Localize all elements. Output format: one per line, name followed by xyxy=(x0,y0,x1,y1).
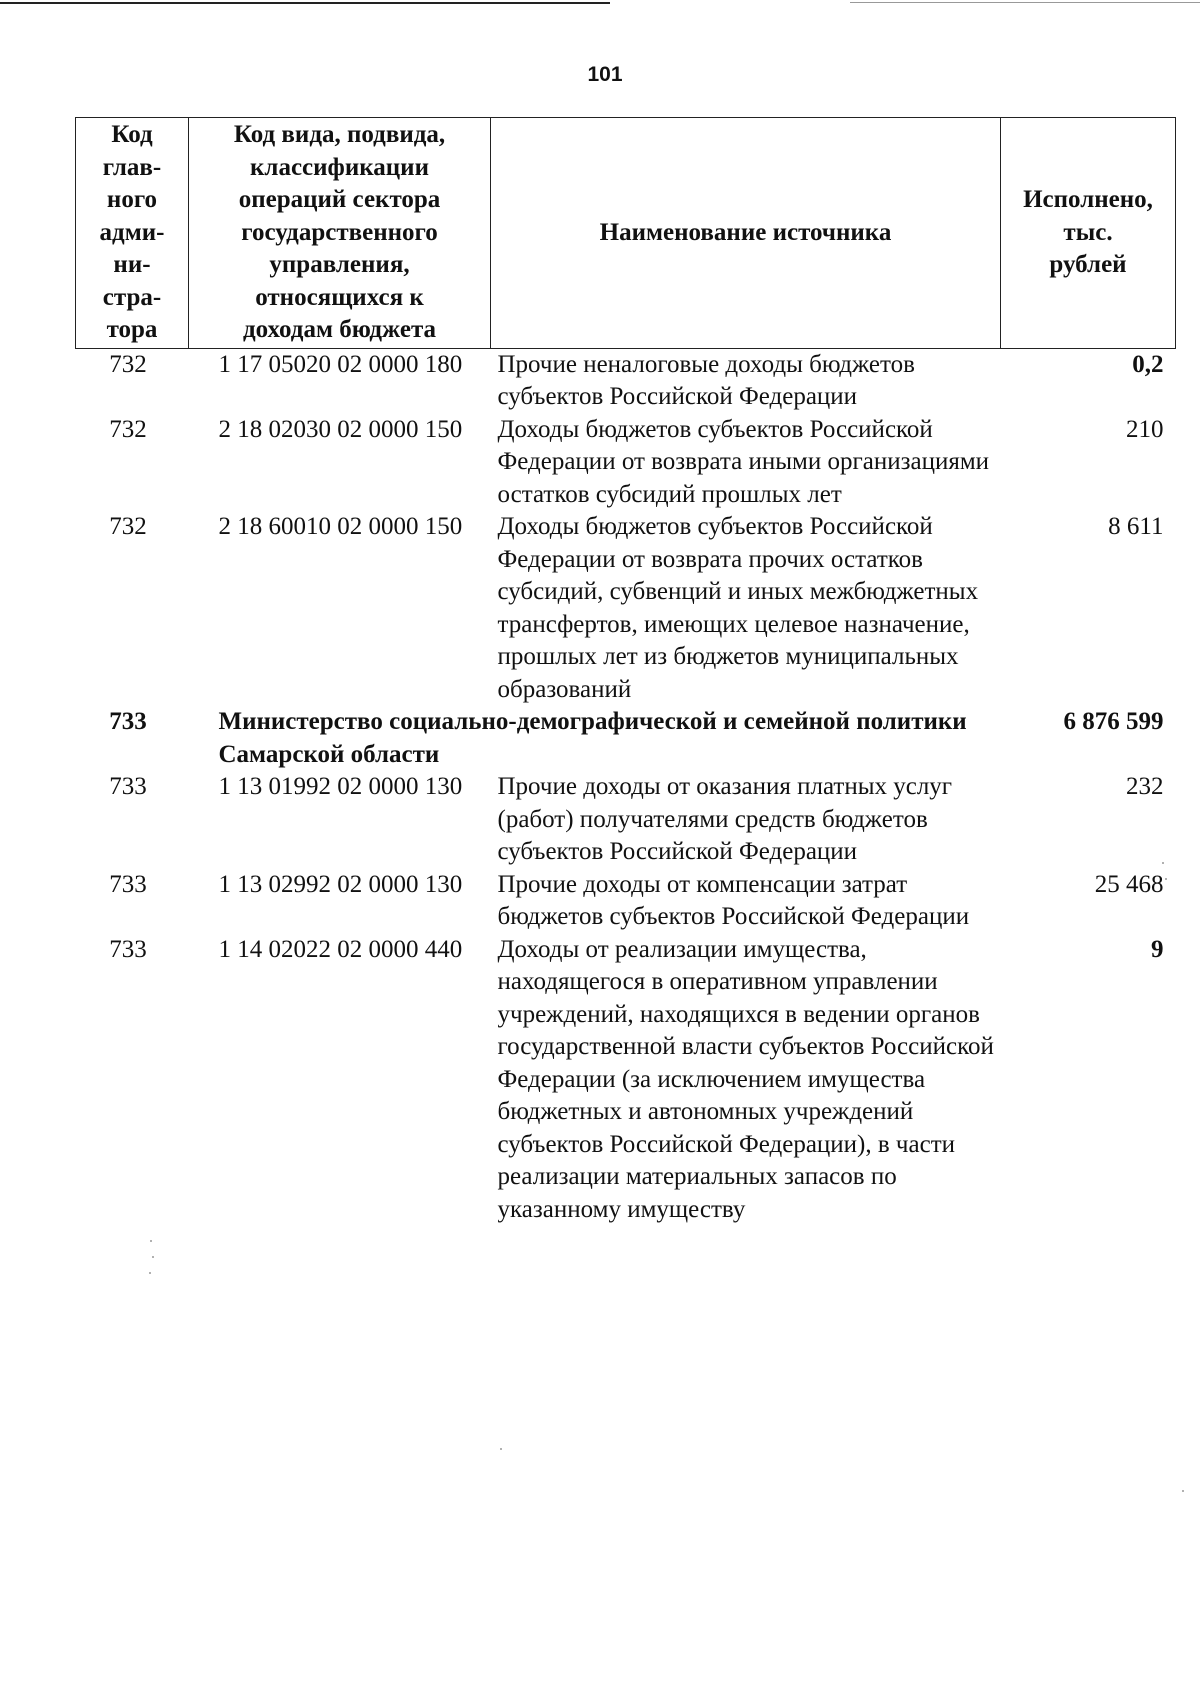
scan-speck xyxy=(1162,862,1164,864)
source-name-cell: Прочие неналоговые доходы бюджетов субъектов Российской Федерации xyxy=(497,350,915,410)
source-name-cell: Доходы бюджетов субъектов Российской Федерации от возврата прочих остатков субсидий, субвенций и иных межбюджетных трансфертов, имеющих целевое назначение, прошлых лет из бюджетов муниципальных образований xyxy=(497,513,979,703)
admin-code-cell: 732 xyxy=(109,350,147,378)
ministry-total-cell: 6 876 599 xyxy=(1063,708,1164,735)
scan-speck xyxy=(152,1256,154,1258)
header-admin-code: Код глав- ного адми- ни- стра- тора xyxy=(76,118,189,349)
admin-code-cell: 732 xyxy=(109,415,147,443)
table-row xyxy=(76,771,1176,869)
table-body xyxy=(76,348,1176,1226)
scan-speck xyxy=(150,1240,152,1242)
scan-speck xyxy=(1182,1490,1184,1492)
kind-code-cell: 1 14 02022 02 0000 440 xyxy=(218,935,463,963)
source-name-cell: Прочие доходы от оказания платных услуг (работ) получателями средств бюджетов субъектов Российской Федерации xyxy=(497,773,953,865)
scan-speck xyxy=(1165,878,1167,880)
page-number: 101 xyxy=(587,63,623,86)
source-name-cell: Доходы бюджетов субъектов Российской Федерации от возврата иными организациями остатков субсидий прошлых лет xyxy=(497,415,990,508)
scan-speck xyxy=(149,1272,151,1274)
table-row xyxy=(76,414,1176,512)
table-row xyxy=(76,511,1176,706)
admin-code-cell: 733 xyxy=(109,708,147,735)
source-name-cell: Прочие доходы от компенсации затрат бюджетов субъектов Российской Федерации xyxy=(497,870,970,930)
header-executed: Исполнено, тыс. рублей xyxy=(1001,118,1176,349)
ministry-name-cell: Министерство социально-демографической и семейной политики Самарской области xyxy=(218,708,967,768)
amount-cell: 25 468 xyxy=(1094,870,1164,898)
amount-cell: 9 xyxy=(1151,935,1164,963)
table-row xyxy=(76,934,1176,1227)
admin-code-cell: 733 xyxy=(109,870,147,898)
amount-cell: 8 611 xyxy=(1108,513,1164,540)
ministry-row xyxy=(76,706,1176,771)
table-row xyxy=(76,869,1176,934)
scan-speck xyxy=(500,1448,502,1450)
source-name-cell: Доходы от реализации имущества, находящегося в оперативном управлении учреждений, находящихся в ведении органов государственной власти субъектов Российской Федерации (за исключением имущества бюджетных и автономных учреждений субъектов Российской Федерации), в части реализации материальных запасов по указанному имуществу xyxy=(497,935,994,1223)
income-sources-table xyxy=(75,117,1176,1226)
header-source-name: Наименование источника xyxy=(491,118,1001,349)
kind-code-cell: 2 18 02030 02 0000 150 xyxy=(218,415,463,443)
amount-cell: 232 xyxy=(1126,773,1164,800)
scan-top-rule xyxy=(0,2,610,4)
admin-code-cell: 732 xyxy=(109,513,147,540)
kind-code-cell: 1 13 02992 02 0000 130 xyxy=(218,870,463,898)
kind-code-cell: 1 17 05020 02 0000 180 xyxy=(218,350,463,378)
table-header xyxy=(76,118,1176,349)
admin-code-cell: 733 xyxy=(109,935,147,963)
header-kind-code: Код вида, подвида, классификации операций сектора государственного управления, относящихся к доходам бюджета xyxy=(189,118,491,349)
scan-top-rule-faint xyxy=(850,2,1200,3)
amount-cell: 210 xyxy=(1126,415,1164,443)
amount-cell: 0,2 xyxy=(1132,350,1164,378)
kind-code-cell: 1 13 01992 02 0000 130 xyxy=(218,773,463,800)
table-row xyxy=(76,348,1176,414)
admin-code-cell: 733 xyxy=(109,773,147,800)
kind-code-cell: 2 18 60010 02 0000 150 xyxy=(218,513,463,540)
